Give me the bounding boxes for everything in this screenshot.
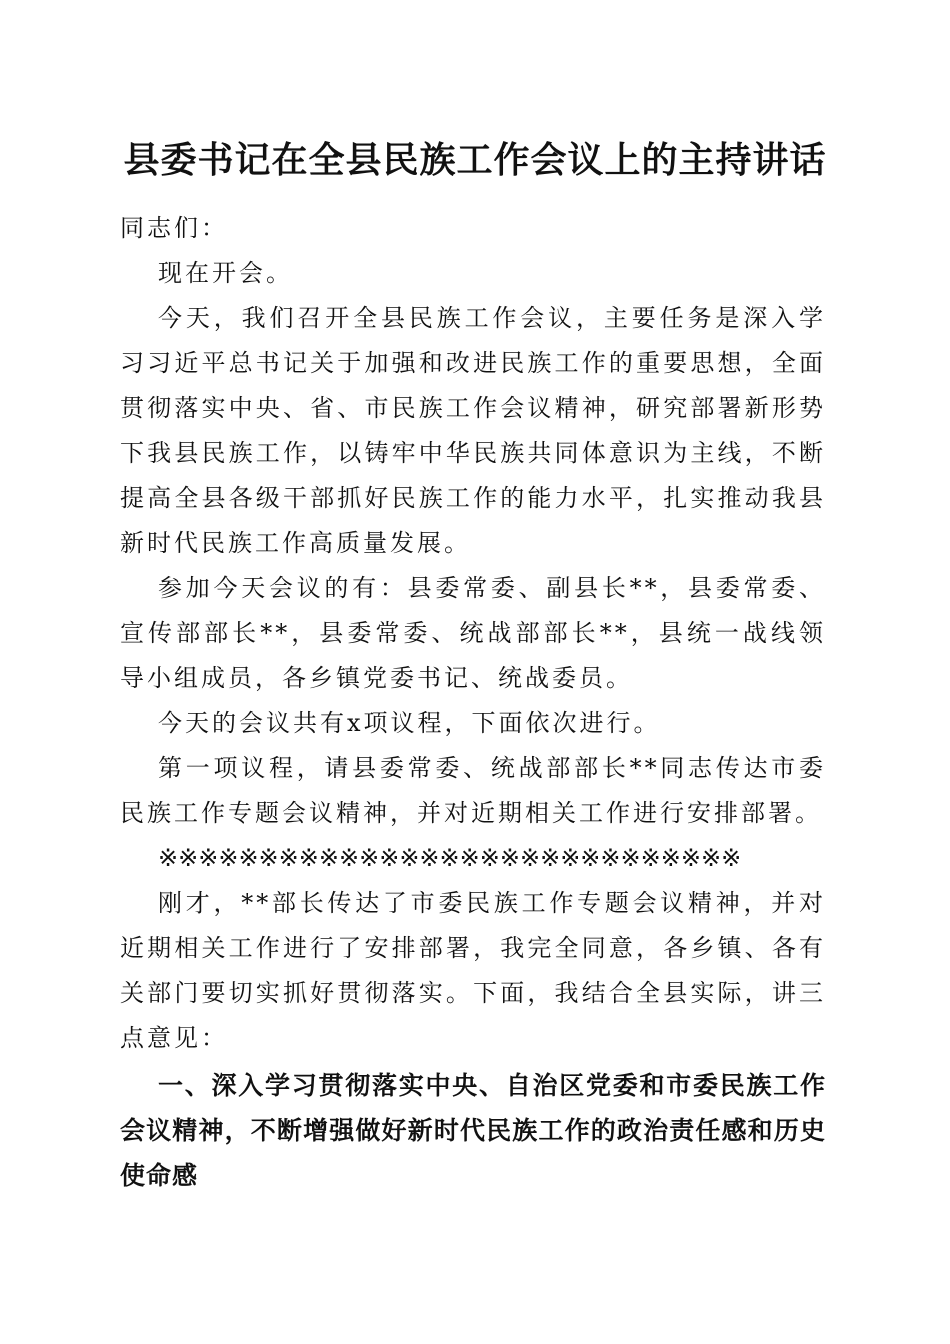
paragraph-opening: 现在开会。 xyxy=(158,259,293,287)
paragraph-attendees: 参加今天会议的有：县委常委、副县长**，县委常委、宣传部部长**，县委常委、统战部部长**，县统一战线领导小组成员，各乡镇党委书记、统战委员。 xyxy=(120,574,826,692)
paragraph-agenda: 今天的会议共有x项议程，下面依次进行。 xyxy=(158,709,661,737)
paragraph-agenda-item-1: 第一项议程，请县委常委、统战部部长**同志传达市委民族工作专题会议精神，并对近期相关工作进行安排部署。 xyxy=(120,754,826,827)
salutation: 同志们： xyxy=(120,214,228,242)
paragraph-purpose: 今天，我们召开全县民族工作会议，主要任务是深入学习习近平总书记关于加强和改进民族工作的重要思想，全面贯彻落实中央、省、市民族工作会议精神，研究部署新形势下我县民族工作，以铸牢中华民族共同体意识为主线，不断提高全县各级干部抓好民族工作的能力水平，扎实推动我县新时代民族工作高质量发展。 xyxy=(120,304,826,557)
document-body xyxy=(120,206,826,1198)
paragraph-transition: 刚才，**部长传达了市委民族工作专题会议精神，并对近期相关工作进行了安排部署，我完全同意，各乡镇、各有关部门要切实抓好贯彻落实。下面，我结合全县实际，讲三点意见： xyxy=(120,889,826,1052)
document-title: 县委书记在全县民族工作会议上的主持讲话 xyxy=(123,139,827,181)
separator-stars: ※※※※※※※※※※※※※※※※※※※※※※※※※※※※※ xyxy=(158,844,742,872)
section-heading-1: 一、深入学习贯彻落实中央、自治区党委和市委民族工作会议精神，不断增强做好新时代民族工作的政治责任感和历史使命感 xyxy=(120,1071,826,1190)
